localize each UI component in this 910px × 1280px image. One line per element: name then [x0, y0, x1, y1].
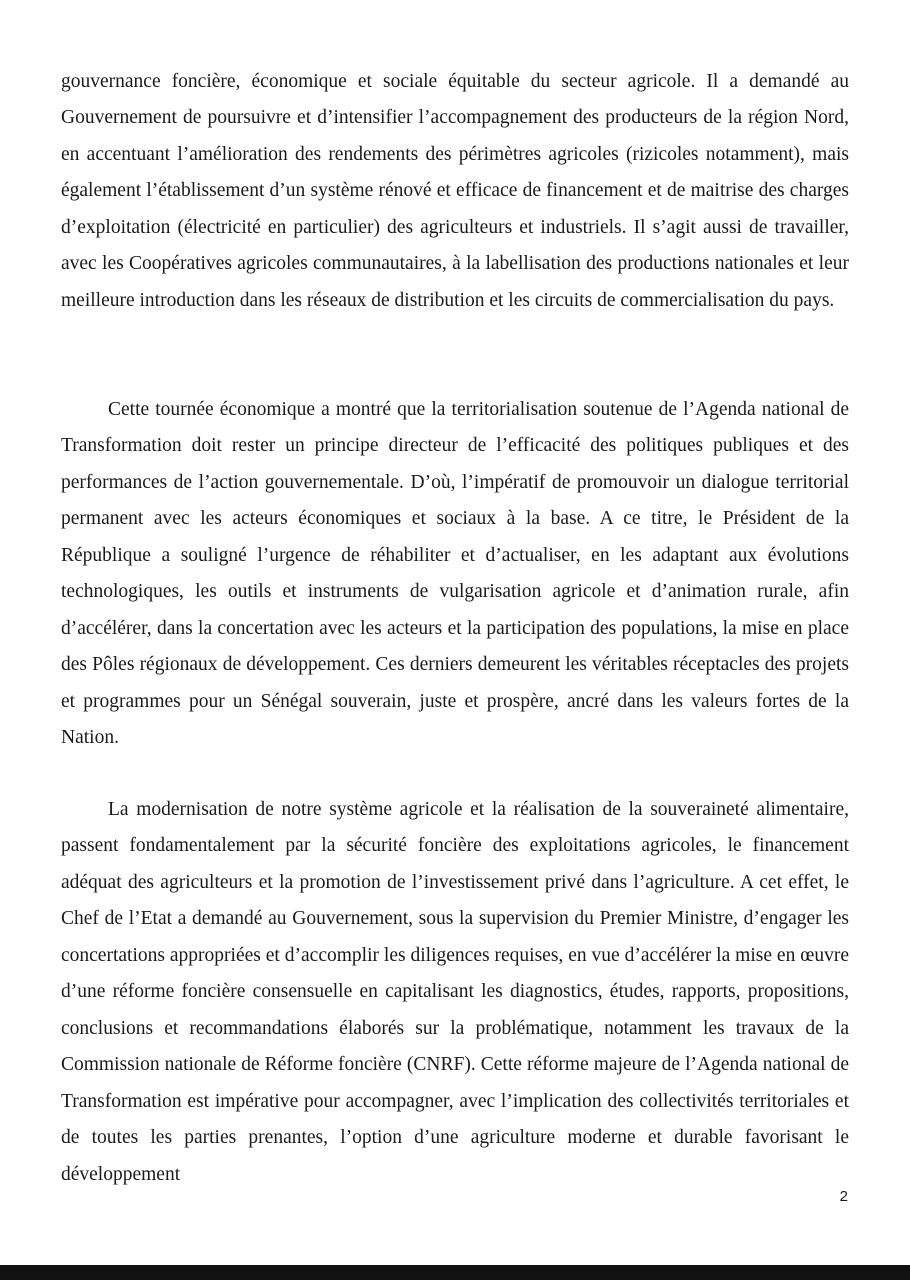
bottom-edge-bar [0, 1265, 910, 1280]
paragraph-3: La modernisation de notre système agricole et la réalisation de la souveraineté alimentaire, passent fondamentalement par la sécurité foncière des exploitations agricoles, le financement adéquat des agriculteurs et la promotion de l’investissement privé dans l’agriculture. A cet effet, le Chef de l’Etat a demandé au Gouvernement, sous la supervision du Premier Ministre, d’engager les concertations appropriées et d’accomplir les diligences requises, en vue d’accélérer la mise en œuvre d’une réforme foncière consensuelle en capitalisant les diagnostics, études, rapports, propositions, conclusions et recommandations élaborés sur la problématique, notamment les travaux de la Commission nationale de Réforme foncière (CNRF). Cette réforme majeure de l’Agenda national de Transformation est impérative pour accompagner, avec l’implication des collectivités territoriales et de toutes les parties prenantes, l’option d’une agriculture moderne et durable favorisant le développement [61, 798, 849, 1185]
paragraph-2: Cette tournée économique a montré que la territorialisation soutenue de l’Agenda national de Transformation doit rester un principe directeur de l’efficacité des politiques publiques et des performances de l’action gouvernementale. D’où, l’impératif de promouvoir un dialogue territorial permanent avec les acteurs économiques et sociaux à la base. A ce titre, le Président de la République a souligné l’urgence de réhabiliter et d’actualiser, en les adaptant aux évolutions technologiques, les outils et instruments de vulgarisation agricole et d’animation rurale, afin d’accélérer, dans la concertation avec les acteurs et la participation des populations, la mise en place des Pôles régionaux de développement. Ces derniers demeurent les véritables réceptacles des projets et programmes pour un Sénégal souverain, juste et prospère, ancré dans les valeurs fortes de la Nation. [61, 398, 849, 748]
paragraph-1: gouvernance foncière, économique et sociale équitable du secteur agricole. Il a demandé au Gouvernement de poursuivre et d’intensifier l’accompagnement des producteurs de la région Nord, en accentuant l’amélioration des rendements des périmètres agricoles (rizicoles notamment), mais également l’établissement d’un système rénové et efficace de financement et de maitrise des charges d’exploitation (électricité en particulier) des agriculteurs et industriels. Il s’agit aussi de travailler, avec les Coopératives agricoles communautaires, à la labellisation des productions nationales et leur meilleure introduction dans les réseaux de distribution et les circuits de commercialisation du pays. [61, 70, 849, 311]
page-number: 2 [839, 1188, 848, 1205]
